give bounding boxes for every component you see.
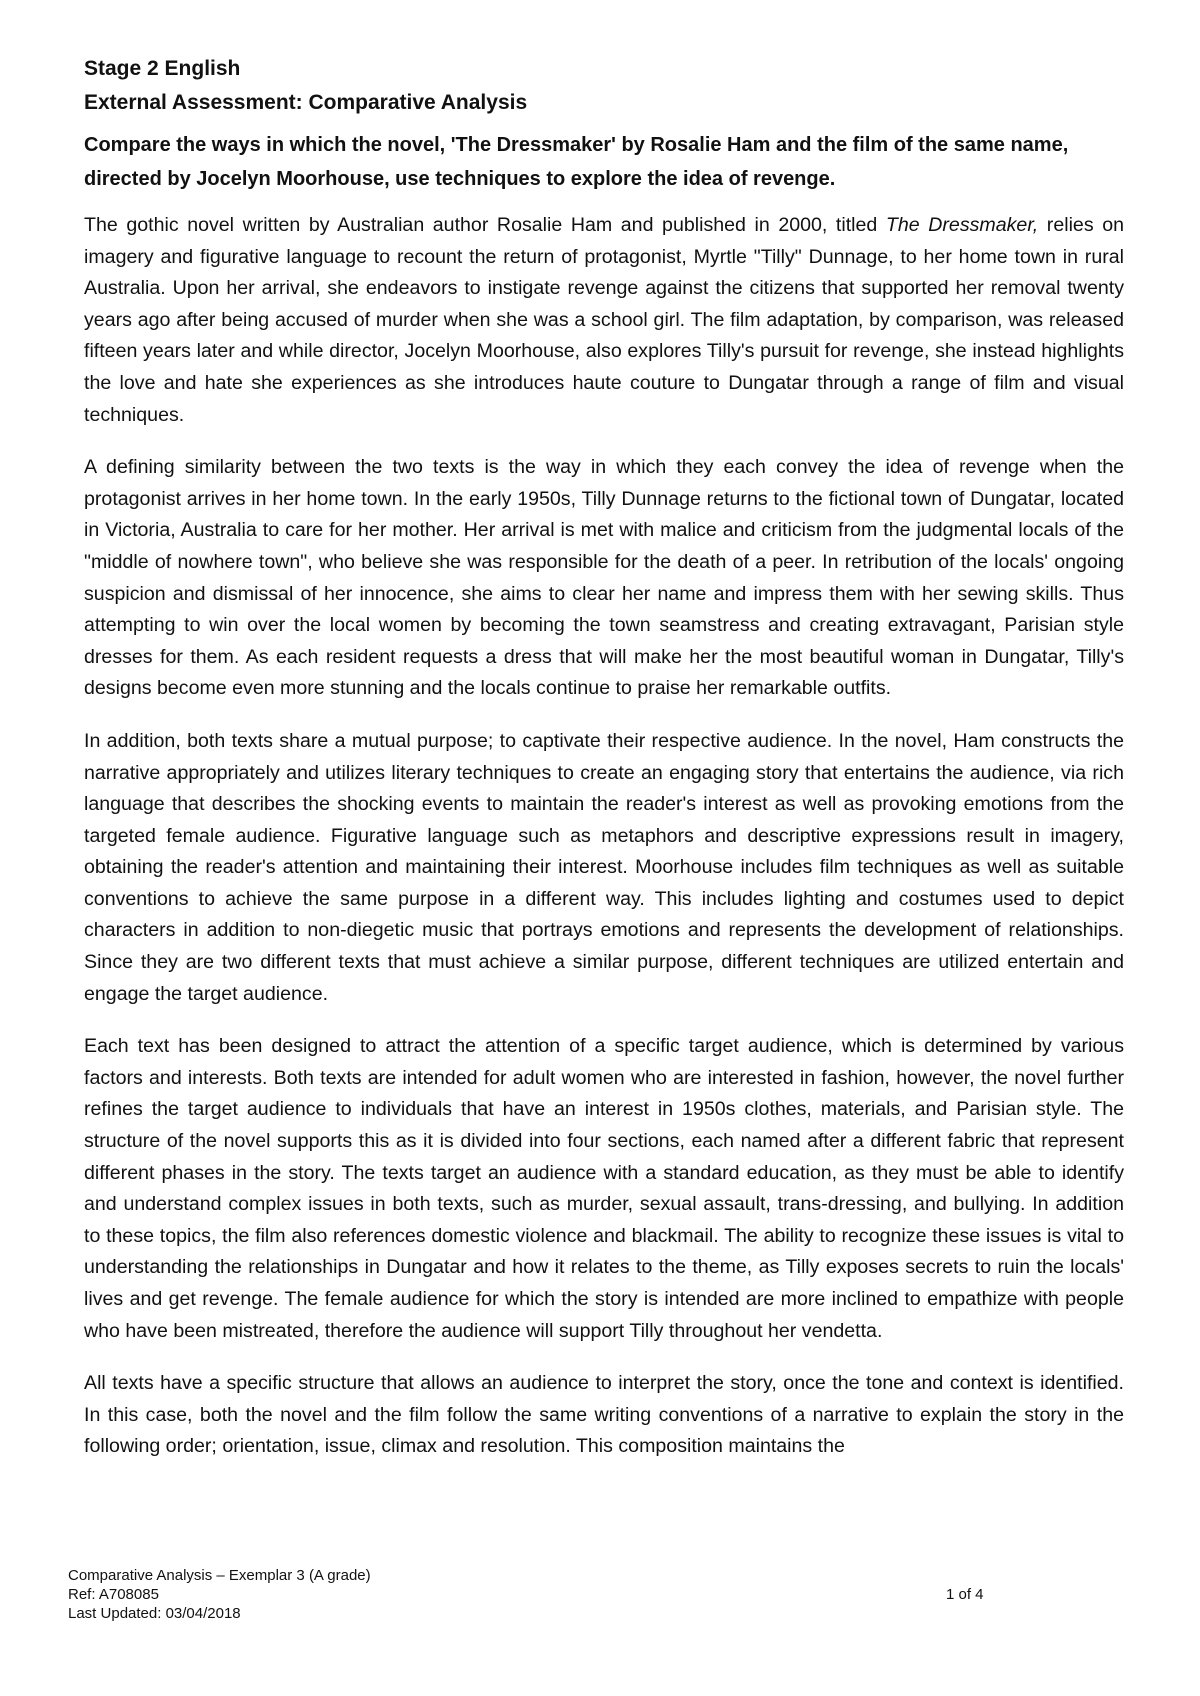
intro-text-after: relies on imagery and figurative language to recount the return of protagonist, Myrtle "Tilly" Dunnage, to her home town in rural Australia. Upon her arrival, she endeavors to instigate revenge against the citizens that supported her removal twenty years ago after being accused of murder when she was a school girl. The film adaptation, by comparison, was released fifteen years later and while director, Jocelyn Moorhouse, also explores Tilly's pursuit for revenge, she instead highlights the love and hate she experiences as she introduces haute couture to Dungatar through a range of film and visual techniques.	[84, 214, 1124, 426]
essay-question: Compare the ways in which the novel, 'The Dressmaker' by Rosalie Ham and the film of the same name, directed by Jocelyn Moorhouse, use techniques to explore the idea of revenge.	[84, 134, 1069, 190]
intro-text-before: The gothic novel written by Australian author Rosalie Ham and published in 2000, titled	[84, 214, 886, 236]
intro-novel-title: The Dressmaker,	[885, 214, 1039, 236]
page-footer	[68, 1566, 1068, 1623]
paragraph-1: A defining similarity between the two texts is the way in which they each convey the idea of revenge when the protagonist arrives in her home town. In the early 1950s, Tilly Dunnage returns to the fictional town of Dungatar, located in Victoria, Australia to care for her mother. Her arrival is met with malice and criticism from the judgmental locals of the "middle of nowhere town", who believe she was responsible for the death of a peer. In retribution of the locals' ongoing suspicion and dismissal of her innocence, she aims to clear her name and impress them with her sewing skills. Thus attempting to win over the local women by becoming the town seamstress and creating extravagant, Parisian style dresses for them. As each resident requests a dress that will make her the most beautiful woman in Dungatar, Tilly's designs become even more stunning and the locals continue to praise her remarkable outfits.	[84, 456, 1124, 700]
document-subject: Stage 2 English	[84, 57, 241, 80]
paragraph-4: All texts have a specific structure that allows an audience to interpret the story, once the tone and context is identified. In this case, both the novel and the film follow the same writing conventions of a narrative to explain the story in the following order; orientation, issue, climax and resolution. This composition maintains the	[84, 1372, 1124, 1458]
page-number: 1 of 4	[946, 1586, 984, 1603]
document-body	[84, 52, 1124, 1484]
paragraph-2: In addition, both texts share a mutual purpose; to captivate their respective audience. In the novel, Ham constructs the narrative appropriately and utilizes literary techniques to create an engaging story that entertains the audience, via rich language that describes the shocking events to maintain the reader's interest as well as provoking emotions from the targeted female audience. Figurative language such as metaphors and descriptive expressions result in imagery, obtaining the reader's attention and maintaining their interest. Moorhouse includes film techniques as well as suitable conventions to achieve the same purpose in a different way. This includes lighting and costumes used to depict characters in addition to non-diegetic music that portrays emotions and represents the development of relationships. Since they are two different texts that must achieve a similar purpose, different techniques are utilized entertain and engage the target audience.	[84, 729, 1124, 1005]
footer-last-updated: Last Updated: 03/04/2018	[68, 1605, 241, 1622]
document-assessment-title: External Assessment: Comparative Analysis	[84, 91, 528, 114]
paragraph-intro	[84, 210, 1124, 431]
footer-document-title: Comparative Analysis – Exemplar 3 (A grade)	[68, 1567, 371, 1584]
footer-reference: Ref: A708085	[68, 1586, 159, 1603]
paragraph-3: Each text has been designed to attract the attention of a specific target audience, which is determined by various factors and interests. Both texts are intended for adult women who are interested in fashion, however, the novel further refines the target audience to individuals that have an interest in 1950s clothes, materials, and Parisian style. The structure of the novel supports this as it is divided into four sections, each named after a different fabric that represent different phases in the story. The texts target an audience with a standard education, as they must be able to identify and understand complex issues in both texts, such as murder, sexual assault, trans-dressing, and bullying. In addition to these topics, the film also references domestic violence and blackmail. The ability to recognize these issues is vital to understanding the relationships in Dungatar and how it relates to the theme, as Tilly exposes secrets to ruin the locals' lives and get revenge. The female audience for which the story is intended are more inclined to empathize with people who have been mistreated, therefore the audience will support Tilly throughout her vendetta.	[84, 1035, 1124, 1342]
